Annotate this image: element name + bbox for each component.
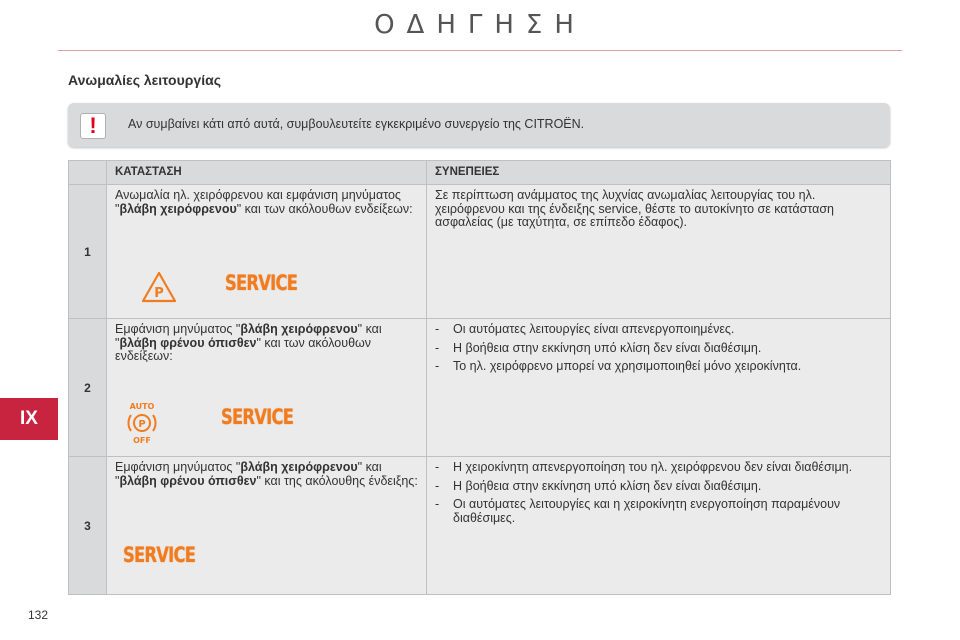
- condition-text-part: Εμφάνιση μηνύματος ": [115, 322, 241, 336]
- table-row: [69, 185, 891, 319]
- condition-text-bold: βλάβη χειρόφρενου: [240, 460, 358, 474]
- bullet-dash: -: [435, 497, 440, 511]
- condition-text-part: " και της ακόλουθης ένδειξης:: [256, 473, 418, 488]
- fault-table: [68, 160, 891, 595]
- table-row: [69, 319, 891, 457]
- condition-text-bold: βλάβη χειρόφρενου: [240, 322, 358, 336]
- condition-text-part: Εμφάνιση μηνύματος ": [115, 460, 241, 474]
- service-indicator-icon: SERVICE: [225, 271, 298, 295]
- list-item: [435, 342, 882, 356]
- auto-parking-off-icon: [125, 401, 159, 449]
- condition-text-part: Ανωμαλία ηλ. χειρόφρενου και εμφάνιση μηνύματος ": [115, 188, 401, 216]
- page-number: 132: [28, 608, 49, 622]
- row-condition: [107, 457, 427, 595]
- row-number: 1: [69, 185, 107, 319]
- auto-parking-bottom-label: OFF: [133, 436, 151, 445]
- bullet-dash: -: [435, 460, 440, 474]
- condition-text-bold: βλάβη φρένου όπισθεν: [119, 335, 257, 350]
- list-item-text: Η βοήθεια στην εκκίνηση υπό κλίση δεν είναι διαθέσιμη.: [453, 478, 762, 493]
- row-consequences: [427, 457, 891, 595]
- row-condition: [107, 319, 427, 457]
- list-item-text: Το ηλ. χειρόφρενο μπορεί να χρησιμοποιηθεί μόνο χειροκίνητα.: [453, 359, 802, 373]
- auto-parking-top-label: AUTO: [129, 402, 155, 411]
- list-item: [435, 498, 882, 525]
- row-number: 2: [69, 319, 107, 457]
- list-item: [435, 480, 882, 494]
- section-title: Ανωμαλίες λειτουργίας: [68, 72, 221, 88]
- list-item: [435, 360, 882, 374]
- page-title: ΟΔΗΓΗΣΗ: [374, 10, 586, 40]
- condition-text-part: " και ": [115, 460, 382, 488]
- table-header-condition: ΚΑΤΑΣΤΑΣΗ: [107, 161, 427, 185]
- row-condition: [107, 185, 427, 319]
- notice-box: [68, 103, 890, 147]
- condition-text-bold: βλάβη φρένου όπισθεν: [119, 473, 257, 488]
- table-header-row: [69, 161, 891, 185]
- list-item: [435, 461, 882, 475]
- row-consequences: Σε περίπτωση ανάμματος της λυχνίας ανωμαλίας λειτουργίας του ηλ. χειρόφρενου και της ένδειξης service, θέστε το αυτοκίνητο σε κατάσταση ασφαλείας (με ταχύτητα, σε επίπεδο έδαφος).: [427, 185, 891, 319]
- condition-text: [115, 461, 418, 488]
- list-item: [435, 323, 882, 337]
- service-indicator-icon: SERVICE: [123, 543, 196, 567]
- service-indicator-icon: SERVICE: [221, 405, 294, 429]
- row-consequences: [427, 319, 891, 457]
- bullet-dash: -: [435, 478, 440, 493]
- condition-text-part: " και των ακόλουθων ενδείξεων:: [236, 201, 413, 216]
- consequences-list: [435, 461, 882, 525]
- chapter-tab: IX: [0, 398, 58, 440]
- condition-text-bold: βλάβη χειρόφρενου: [119, 201, 237, 216]
- bullet-dash: -: [435, 340, 440, 355]
- parking-brake-symbol-letter: P: [154, 286, 164, 301]
- table-row: [69, 457, 891, 595]
- bullet-dash: -: [435, 322, 440, 336]
- header-divider: [58, 50, 902, 51]
- list-item-text: Οι αυτόματες λειτουργίες είναι απενεργοποιημένες.: [453, 322, 735, 336]
- list-item-text: Η χειροκίνητη απενεργοποίηση του ηλ. χειρόφρενου δεν είναι διαθέσιμη.: [453, 460, 853, 474]
- condition-text: [115, 189, 418, 216]
- list-item-text: Η βοήθεια στην εκκίνηση υπό κλίση δεν είναι διαθέσιμη.: [453, 340, 762, 355]
- exclamation-icon: !: [80, 113, 106, 139]
- parking-brake-warning-icon: [141, 271, 177, 307]
- bullet-dash: -: [435, 359, 440, 373]
- row-number: 3: [69, 457, 107, 595]
- condition-text-part: " και ": [115, 322, 382, 350]
- notice-text: Αν συμβαίνει κάτι από αυτά, συμβουλευτείτε εγκεκριμένο συνεργείο της CITROËN.: [128, 117, 585, 131]
- auto-parking-symbol-letter: P: [138, 419, 146, 430]
- condition-text: [115, 323, 418, 364]
- list-item-text: Οι αυτόματες λειτουργίες και η χειροκίνητη ενεργοποίηση παραμένουν διαθέσιμες.: [453, 497, 841, 525]
- table-header-consequences: ΣΥΝΕΠΕΙΕΣ: [427, 161, 891, 185]
- condition-text-part: " και των ακόλουθων ενδείξεων:: [115, 335, 372, 363]
- table-header-number: [69, 161, 107, 185]
- consequences-list: [435, 323, 882, 374]
